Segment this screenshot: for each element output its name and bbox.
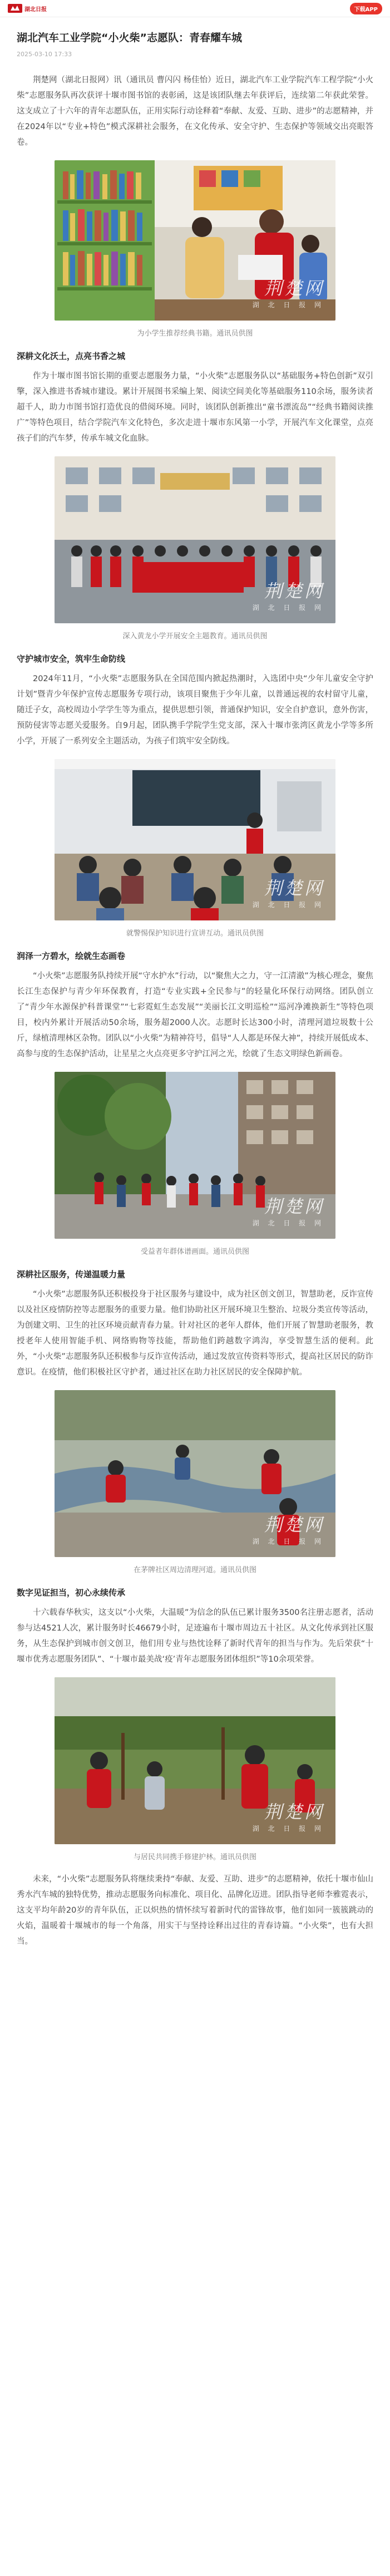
watermark-sub: 湖 北 日 报 网	[252, 901, 324, 909]
watermark-sub: 湖 北 日 报 网	[252, 1825, 324, 1833]
watermark-main: 荆楚网	[264, 1514, 324, 1535]
watermark	[253, 1193, 324, 1228]
figure-street	[17, 1072, 373, 1256]
article-title: 湖北汽车工业学院“小火柴”志愿队：青春耀车城	[17, 32, 242, 44]
watermark-main: 荆楚网	[264, 278, 324, 299]
section-paragraph: 十六载春华秋实，这支以“小火柴，大温暖”为信念的队伍已累计服务3500名注册志愿者，活动参与达4521人次，累计服务时长46679小时，足迹遍布十堰市周边五十社区。从文化传承到社区服务，从生态保护到城市创文创卫，他们用专业与热忱诠释了新时代青年的担当与作为。先后荣获“十堰市优秀志愿服务团队”、“十堰市最美战‘疫’青年志愿服务团体组织”等10余项荣誉。	[17, 1608, 373, 1664]
section-paragraph: “小火柴”志愿服务队还积极投身于社区服务与建设中，成为社区创文创卫，智慧助老，反诈宣传以及社区疫情防控等志愿服务的重要力量。他们协助社区开展环境卫生整治、垃圾分类宣传等活动，为创建文明、卫生的社区环境贡献青春力量。针对社区的老年人群体，他们开展了智慧助老服务，教授老年人使用智能手机、网络购物等技能，帮助他们跨越数字鸿沟，享受智慧生活的便利。此外，“小火柴”志愿服务队还积极参与反诈宣传活动，通过发放宣传资料等形式，提高社区居民的防诈意识。在疫情，他们积极社区守护者，通过社区在助力社区居民的安全保障护航。	[17, 1290, 373, 1377]
watermark-main: 荆楚网	[264, 1801, 324, 1823]
top-bar	[0, 0, 390, 17]
watermark	[253, 874, 324, 909]
section-paragraph: 作为十堰市图书馆长期的重要志愿服务力量，“小火柴”志愿服务队以“基础服务+特色创新”双引擎，深入推进书香城市建设。累计开展图书采编上架、阅读空间美化等基础服务110余场，服务读者超千人，助力市图书馆打造优良的借阅环境。同时，该团队创新推出“童书漂流岛”“经典书籍阅读推广”等特色项目，结合学院汽车文化特色，多次走进十堰市东风第一小学，开展汽车文化课堂，点亮孩子们的汽车梦，传承车城文化血脉。	[17, 372, 373, 443]
intro-paragraph: 荆楚网（湖北日报网）讯（通讯员 曹闪闪 杨佳怡）近日，湖北汽车工业学院汽车工程学院“小火柴”志愿服务队再次获评十堰市图书馆的表彰函，这是该团队继去年获评后，连续第二年获此荣誉。这支成立了十六年的青年志愿队伍，正用实际行动诠释着“奉献、友爱、互助、进步”的志愿精神，并在2024年以“专业+特色”模式深耕社会服务，在文化传承、安全守护、生态保护等领域交出亮眼答卷。	[17, 76, 373, 147]
photo-library	[55, 160, 335, 321]
section-paragraph: “小火柴”志愿服务队持续开展“守水护水”行动，以“聚焦大之力，守一江清澈”为核心理念，聚焦长江生态保护与青少年环保教育，打造“专业实践+全民参与”的轻量化环保行动网络。团队创立了“青少年水源保护科普课堂”“七彩霓虹生态发展”“美丽长江文明巡检”“巡河净滩换新生”等特色项目，校内外累计开展活动50余场，服务超2000人次。志愿时长达300小时，清理河道垃圾数十公斤，绿植清理林区杂物。团队以“小火柴”为精神符号，倡导“人人都是环保大神”，持续开展低成本、高参与度的生态保护活动，让星星之火点亮更多守护江河之光，绘就了生态文明绿色新画卷。	[17, 972, 373, 1058]
watermark-sub: 湖 北 日 报 网	[252, 301, 324, 309]
watermark-sub: 湖 北 日 报 网	[252, 1219, 324, 1227]
article-body	[0, 31, 390, 1949]
figure-caption: 在茅牌社区周边清理河道。通讯员供图	[133, 1566, 256, 1574]
photo-river-clean	[55, 1390, 335, 1557]
watermark	[253, 577, 324, 612]
watermark	[253, 1511, 324, 1546]
figure-library	[17, 160, 373, 338]
photo-street	[55, 1072, 335, 1239]
section-title: 润泽一方碧水，绘就生态画卷	[17, 951, 126, 961]
watermark-sub: 湖 北 日 报 网	[252, 604, 324, 612]
section-title: 守护城市安全，筑牢生命防线	[17, 654, 126, 664]
watermark-main: 荆楚网	[264, 1196, 324, 1217]
figure-planting	[17, 1677, 373, 1861]
watermark-main: 荆楚网	[264, 580, 324, 602]
download-app-button[interactable]: 下载APP	[350, 3, 382, 14]
section-title: 深耕文化沃土，点亮书香之城	[17, 351, 126, 361]
article-date: 2025-03-10 17:33	[17, 51, 72, 58]
figure-river-clean	[17, 1390, 373, 1574]
closing-paragraph: 未来，“小火柴”志愿服务队将继续秉持“奉献、友爱、互助、进步”的志愿精神，依托十堰市仙山秀水汽车城的独特优势，推动志愿服务向标准化、项目化、品牌化迈进。团队指导老师李雅霓表示，这支平均年龄20岁的青年队伍，正以炽热的情怀续写着新时代的雷锋故事，他们如同一簇簇跳动的火焰，温暖着十堰城市的每一个角落，用实干与坚持诠释出过往的青春诗篇。“小火柴”，也有大担当。	[17, 1875, 373, 1946]
logo-icon	[8, 3, 22, 14]
watermark-sub: 湖 北 日 报 网	[252, 1538, 324, 1545]
watermark	[253, 274, 324, 309]
section-paragraph: 2024年11月，“小火柴”志愿服务队在全国范围内掀起热潮时，入选团中央“少年儿童安全守护计划”暨青少年保护宣传志愿服务专项行动，该项目聚焦于少年儿童，以普通远视的农村留守儿童，随迁子女，高校周边小学学生等为重点，提供思想引领，普通保护知识，安全自护意识，意外伤害，预防侵害等志愿关爱服务。自9月起，团队携手学院学生党支部，深入十堰市张湾区黄龙小学等多所小学，开展了一系列安全主题活动，为孩子们筑牢安全防线。	[17, 674, 373, 746]
photo-school-group	[55, 456, 335, 623]
site-logo[interactable]	[8, 3, 47, 14]
section-title: 数字见证担当，初心永续传承	[17, 1588, 126, 1598]
watermark-main: 荆楚网	[264, 878, 324, 899]
figure-caption: 为小学生推荐经典书籍。通讯员供图	[137, 329, 253, 338]
photo-classroom	[55, 759, 335, 920]
figure-caption: 深入黄龙小学开展安全主题教育。通讯员供图	[122, 632, 268, 641]
section-title: 深耕社区服务，传递温暖力量	[17, 1269, 126, 1279]
figure-caption: 就警惕保护知识进行宣讲互动。通讯员供图	[126, 929, 264, 938]
figure-classroom	[17, 759, 373, 938]
figure-caption: 受益者年群体谱画面。通讯员供图	[140, 1248, 249, 1256]
photo-planting	[55, 1677, 335, 1844]
logo-text: 湖北日报	[24, 6, 47, 13]
figure-school-group	[17, 456, 373, 641]
watermark	[253, 1798, 324, 1833]
figure-caption: 与居民共同携手修建护林。通讯员供图	[133, 1853, 256, 1861]
